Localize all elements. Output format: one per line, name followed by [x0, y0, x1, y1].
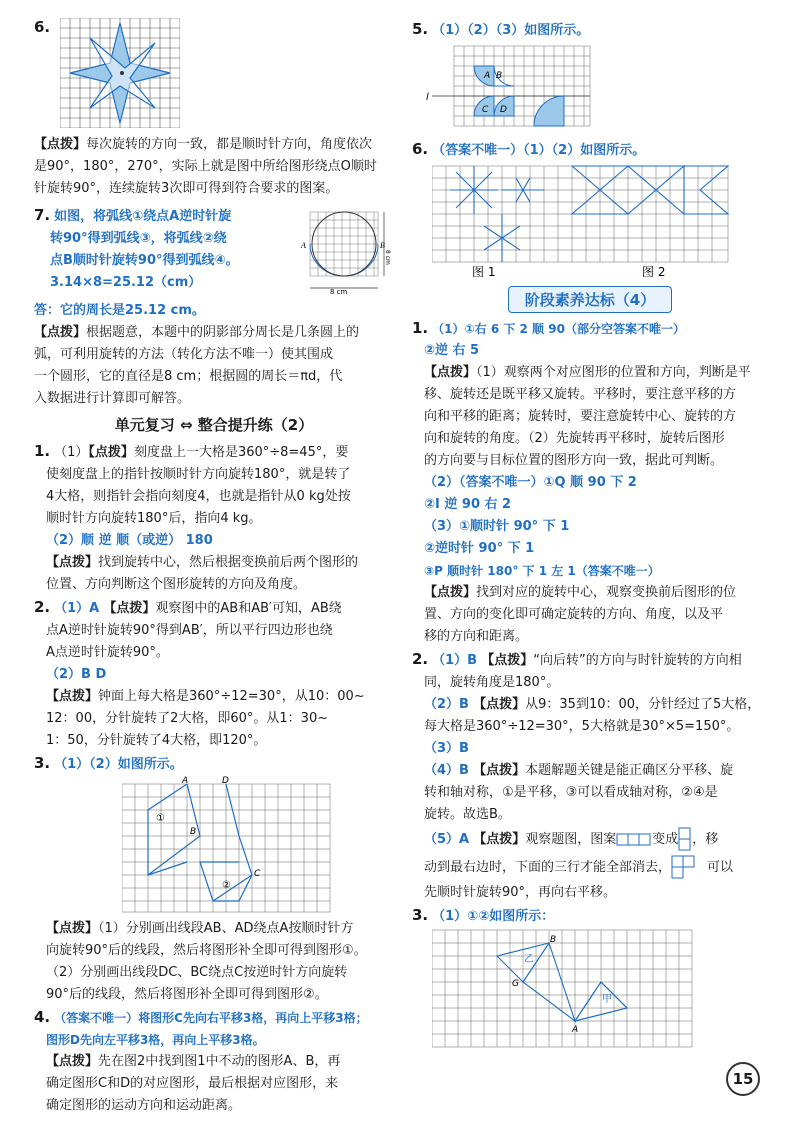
- u3-label-b: B: [190, 827, 197, 837]
- s1-answer-2b: ②I 逆 90 右 2: [424, 497, 512, 512]
- u2-answer-2: （2）B D: [46, 667, 107, 682]
- s2-line-5: （4）B 【点拨】本题解题关键是能正确区分平移、旋: [424, 763, 734, 778]
- r5-line: 5. （1）（2）（3）如图所示。: [412, 20, 590, 38]
- right-column: [412, 18, 768, 1054]
- u1-line-2: 使刻度盘上的指针按顺时针方向旋转180°，就是转了: [46, 467, 351, 482]
- s2-line-6: 转和轴对称，①是平移，③可以看成轴对称，②④是: [424, 785, 718, 800]
- u2-line-2: 点A逆时针旋转90°得到AB′，所以平行四边形也绕: [46, 623, 333, 638]
- q7-tip-line-1: 【点拨】根据题意，本题中的阴影部分周长是几条圆上的: [34, 325, 360, 340]
- q7-tip-line-3: 一个圆形，它的直径是8 cm；根据圆的周长＝πd，代: [34, 369, 343, 384]
- s2-shape-icon-2: [678, 827, 692, 853]
- stage-banner-wrap: [412, 286, 768, 313]
- u4-tip-2: 确定图形C和D的对应图形，最后根据对应图形，来: [46, 1076, 339, 1091]
- q6-number: 6.: [34, 18, 51, 36]
- q7-tip-line-2: 弧，可利用旋转的方法（转化方法不唯一）使其围成: [34, 347, 334, 362]
- u1-tip-2: 位置、方向判断这个图形旋转的方向及角度。: [46, 577, 307, 592]
- q7-label-height: 8 cm: [384, 250, 391, 265]
- s2-line-2: 同，旋转角度是180°。: [424, 675, 560, 690]
- r6-grid-figure: [432, 162, 732, 278]
- r5-block: [412, 18, 768, 130]
- r6-fig2-label: 图 2: [642, 265, 666, 278]
- s1-tip2-3: 移的方向和距离。: [424, 629, 529, 644]
- s2-shape-icon-1: [616, 833, 652, 847]
- s2-line-3: （2）B 【点拨】从9：35到10：00，分针经过了5大格，: [424, 697, 761, 712]
- s2-line-1: 2. （1）B 【点拨】“向后转”的方向与时针旋转的方向相: [412, 650, 742, 668]
- u3-tip-4: 90°后的线段，然后将图形补全即可得到图形②。: [46, 987, 328, 1002]
- s1-answer-3c: ③P 顺时针 180° 下 1 左 1（答案不唯一）: [424, 564, 660, 578]
- u2-tip-2: 12：00，分针旋转了2大格，即60°。从1：30~: [46, 711, 329, 726]
- q7-tip-line-4: 入数据进行计算即可解答。: [34, 391, 191, 406]
- s1-answer-3b: ②逆时针 90° 下 1: [424, 541, 535, 556]
- s1-tip-3: 向和平移的距离；旋转时，要注意旋转中心、旋转的方: [424, 409, 737, 424]
- u4-tip-3: 确定图形的运动方向和运动距离。: [46, 1098, 242, 1113]
- s1-answer-1: 1. （1）①右 6 下 2 顺 90（部分空答案不唯一）: [412, 319, 685, 337]
- u4-answer-1: 4. （答案不唯一）将图形C先向右平移3格，再向上平移3格；: [34, 1008, 368, 1026]
- s2-answer-3: （3）B: [424, 741, 469, 756]
- s2-line-9: 动到最右边时，下面的三行才能全部消去， 可以: [412, 854, 768, 882]
- s3-label-a: A: [572, 1025, 579, 1035]
- r6-fig1-label: 图 1: [472, 265, 496, 278]
- q7-answer-4: 3.14×8=25.12（cm）: [50, 275, 202, 290]
- s2-line-10: 先顺时针旋转90°，再向右平移。: [424, 885, 617, 900]
- q7-answer-1: 7. 如图，将弧线①绕点A逆时针旋: [34, 206, 232, 224]
- r5-label-l: l: [426, 92, 429, 103]
- s1-tip-4: 向和旋转的角度。（2）先旋转再平移时，旋转后图形: [424, 431, 725, 446]
- u2-tip-1: 【点拨】钟面上每大格是360°÷12=30°，从10：00~: [46, 689, 365, 704]
- u3-label-c: C: [254, 869, 261, 879]
- r6-line: 6. （答案不唯一）（1）（2）如图所示。: [412, 140, 646, 158]
- u1-tip-1: 【点拨】找到旋转中心，然后根据变换前后两个图形的: [46, 555, 359, 570]
- stage-banner: 阶段素养达标（4）: [508, 286, 672, 313]
- r5-label-c: C: [482, 105, 489, 115]
- unit-review-title: 单元复习 ⇔ 整合提升练（2）: [114, 416, 314, 434]
- s3-grid-figure: [432, 928, 694, 1054]
- q7-answer-2: 转90°得到弧线③，将弧线②绕: [50, 231, 227, 246]
- s1-answer-3: （3）①顺时针 90° 下 1: [424, 519, 570, 534]
- s1-tip-1: 【点拨】（1）观察两个对应图形的位置和方向，判断是平: [424, 365, 751, 380]
- s1-answer-2: （2）（答案不唯一）①Q 顺 90 下 2: [424, 475, 637, 490]
- u4-tip-1: 【点拨】先在图2中找到图1中不动的图形A、B，再: [46, 1054, 341, 1069]
- u3-label-d: D: [222, 776, 229, 786]
- q6-tip-line-2: 是90°，180°，270°，实际上就是图中所给图形绕点O顺时: [34, 159, 377, 174]
- u3-line-1: 3. （1）（2）如图所示。: [34, 754, 183, 772]
- q7-result: 答：它的周长是25.12 cm。: [34, 303, 205, 318]
- s3-label-yi: 乙: [524, 954, 534, 965]
- q7-label-width: 8 cm: [330, 288, 348, 296]
- u1-line-3: 4大格，则指针会指向刻度4，也就是指针从0 kg处按: [46, 489, 351, 504]
- q7-label-a: A: [301, 241, 306, 250]
- r5-label-b: B: [496, 71, 503, 81]
- r5-grid-figure: [422, 44, 592, 128]
- s2-line-8: （5）A 【点拨】观察题图，图案 变成 ，移: [412, 826, 768, 854]
- s2-shape-icon-3: [671, 855, 707, 881]
- u1-line-4: 顺时针方向旋转180°后，指向4 kg。: [46, 511, 262, 526]
- s1-tip2-1: 【点拨】找到对应的旋转中心，观察变换前后图形的位: [424, 585, 737, 600]
- u3-shape2: ②: [222, 880, 231, 891]
- q6-star-figure: [60, 18, 180, 128]
- s3-label-g: G: [512, 979, 519, 989]
- u2-line-1: 2. （1）A 【点拨】观察图中的AB和AB′可知，AB绕: [34, 598, 342, 616]
- q7-block: [34, 204, 394, 296]
- u4-answer-2: 图形D先向左平移3格，再向上平移3格。: [46, 1033, 265, 1047]
- q7-arc-figure: [296, 206, 392, 296]
- page-number: 15: [726, 1062, 760, 1096]
- u3-tip-2: 向旋转90°后的线段，然后将图形补全即可得到图形①。: [46, 943, 367, 958]
- u2-line-3: A点逆时针旋转90°。: [46, 645, 169, 660]
- s3-line: 3. （1）①②如图所示：: [412, 906, 555, 924]
- q6-block: [34, 18, 394, 134]
- u3-label-a: A: [182, 776, 189, 786]
- u1-answer-2: （2）顺 逆 顺（或逆） 180: [46, 533, 213, 548]
- s1-tip-5: 的方向要与目标位置的图形方向一致，据此可判断。: [424, 453, 724, 468]
- u3-shape1: ①: [156, 813, 165, 824]
- r5-label-a: A: [484, 71, 491, 81]
- s2-line-7: 旋转。故选B。: [424, 807, 511, 822]
- q6-tip-line-3: 针旋转90°，连续旋转3次即可得到符合要求的图案。: [34, 181, 339, 196]
- u3-grid-figure: [122, 776, 332, 914]
- s1-tip2-2: 置、方向的变化即可确定旋转的方向、角度，以及平: [424, 607, 724, 622]
- q7-answer-3: 点B顺时针旋转90°得到弧线④。: [50, 253, 239, 268]
- u2-tip-3: 1：50，分针旋转了4大格，即120°。: [46, 733, 267, 748]
- q6-tip-line-1: 【点拨】每次旋转的方向一致，都是顺时针方向，角度依次: [34, 137, 373, 152]
- s3-label-b: B: [550, 935, 557, 945]
- left-column: [34, 18, 394, 1117]
- u1-line-1: 1. （1）【点拨】刻度盘上一大格是360°÷8=45°，要: [34, 442, 349, 460]
- s2-line-4: 每大格是360°÷12=30°，5大格就是30°×5=150°。: [424, 719, 740, 734]
- u3-tip-1: 【点拨】（1）分别画出线段AB、AD绕点A按顺时针方: [46, 921, 354, 936]
- s3-label-jia: 甲: [602, 994, 612, 1005]
- q7-label-b: B: [380, 241, 385, 250]
- u3-tip-3: （2）分别画出线段DC、BC绕点C按逆时针方向旋转: [46, 965, 348, 980]
- s1-tip-2: 移、旋转还是既平移又旋转。平移时，要注意平移的方: [424, 387, 737, 402]
- r5-label-d: D: [500, 105, 507, 115]
- s1-answer-1b: ②逆 右 5: [424, 343, 480, 358]
